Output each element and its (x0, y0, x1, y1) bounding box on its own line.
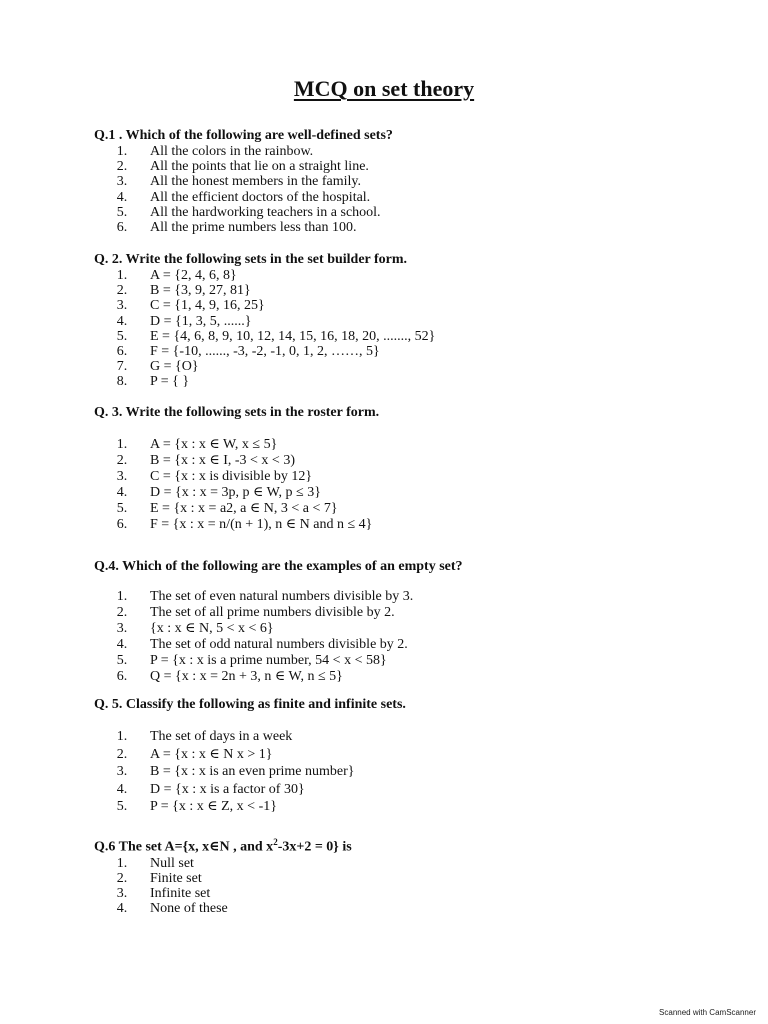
item-number: 2. (116, 159, 128, 175)
item-number: 5. (116, 328, 128, 344)
item-text: All the points that lie on a straight line. (150, 159, 369, 175)
item-text: All the colors in the rainbow. (150, 144, 314, 159)
item-text: E = {4, 6, 8, 9, 10, 12, 14, 15, 16, 18, 20, ......., 52} (150, 328, 436, 344)
question-4-list (94, 589, 734, 685)
item-text: B = {x : x is an even prime number} (150, 764, 355, 779)
question-6-heading-start: Q.6 The set A={x, x∈N , and x (94, 839, 274, 855)
item-text: Infinite set (150, 886, 211, 902)
item-text: All the hardworking teachers in a school. (150, 204, 381, 220)
list-item (94, 798, 734, 816)
scanner-watermark: Scanned with CamScanner (659, 1008, 756, 1017)
list-item (94, 653, 734, 669)
item-number: 1. (116, 855, 128, 871)
item-number: 5. (116, 653, 128, 668)
item-text: Q = {x : x = 2n + 3, n ∈ W, n ≤ 5} (150, 669, 343, 684)
item-number: 5. (116, 799, 128, 814)
list-item (94, 220, 734, 235)
list-item (94, 374, 734, 389)
question-5 (94, 697, 734, 816)
item-number: 8. (116, 374, 128, 390)
item-text: P = {x : x ∈ Z, x < -1} (150, 799, 277, 814)
item-number: 4. (116, 637, 128, 652)
list-item (94, 485, 734, 501)
list-item (94, 901, 734, 916)
list-item (94, 469, 734, 485)
question-3 (94, 405, 734, 533)
list-item (94, 205, 734, 220)
question-5-heading: Q. 5. Classify the following as finite and infinite sets. (94, 697, 406, 712)
list-item (94, 517, 734, 533)
question-6-list (94, 856, 734, 917)
list-item (94, 359, 734, 374)
item-number: 5. (116, 501, 128, 516)
item-number: 1. (116, 729, 128, 744)
list-item (94, 763, 734, 781)
item-text: The set of even natural numbers divisible by 3. (150, 589, 414, 604)
item-number: 4. (116, 781, 128, 797)
list-item (94, 190, 734, 205)
item-text: All the honest members in the family. (150, 174, 361, 190)
item-number: 6. (116, 669, 128, 684)
item-text: A = {x : x ∈ N x > 1} (150, 746, 273, 762)
question-3-list (94, 437, 734, 533)
item-text: G = {O} (150, 359, 199, 375)
item-number: 5. (116, 204, 128, 220)
item-text: None of these (150, 901, 228, 917)
item-number: 4. (116, 313, 128, 329)
item-text: {x : x ∈ N, 5 < x < 6} (150, 621, 274, 636)
exponent: 2 (273, 837, 278, 847)
list-item (94, 268, 734, 283)
list-item (94, 453, 734, 469)
list-item (94, 781, 734, 799)
item-number: 2. (116, 453, 128, 468)
item-number: 3. (116, 886, 128, 902)
page-title: MCQ on set theory (293, 76, 475, 101)
question-3-heading: Q. 3. Write the following sets in the roster form. (94, 405, 380, 420)
list-item (94, 669, 734, 685)
item-number: 3. (116, 621, 128, 636)
list-item (94, 501, 734, 517)
item-text: D = {x : x = 3p, p ∈ W, p ≤ 3} (150, 485, 321, 500)
list-item (94, 144, 734, 159)
item-number: 1. (116, 437, 128, 452)
item-number: 4. (116, 485, 128, 500)
item-text: The set of odd natural numbers divisible by 2. (150, 637, 408, 652)
list-item (94, 329, 734, 344)
item-number: 4. (116, 901, 128, 917)
item-text: A = {x : x ∈ W, x ≤ 5} (150, 437, 278, 452)
item-number: 3. (116, 469, 128, 484)
list-item (94, 283, 734, 298)
question-2-heading: Q. 2. Write the following sets in the set builder form. (94, 252, 408, 267)
item-text: The set of all prime numbers divisible by 2. (150, 605, 395, 620)
item-number: 2. (116, 283, 128, 299)
item-text: F = {x : x = n/(n + 1), n ∈ N and n ≤ 4} (150, 517, 373, 532)
item-text: B = {x : x ∈ I, -3 < x < 3) (150, 453, 295, 468)
list-item (94, 298, 734, 313)
item-number: 6. (116, 220, 128, 236)
list-item (94, 314, 734, 329)
item-number: 6. (116, 517, 128, 532)
item-text: C = {x : x is divisible by 12} (150, 469, 313, 484)
item-number: 3. (116, 298, 128, 314)
item-number: 2. (116, 870, 128, 886)
list-item (94, 886, 734, 901)
list-item (94, 637, 734, 653)
question-1 (94, 128, 734, 235)
item-number: 1. (116, 268, 128, 283)
question-1-heading: Q.1 . Which of the following are well-defined sets? (94, 128, 393, 143)
item-text: C = {1, 4, 9, 16, 25} (150, 298, 265, 314)
list-item (94, 728, 734, 746)
item-text: Finite set (150, 870, 202, 886)
list-item (94, 344, 734, 359)
item-text: All the prime numbers less than 100. (150, 220, 357, 236)
question-4 (94, 559, 734, 685)
item-number: 4. (116, 189, 128, 205)
item-number: 1. (116, 589, 128, 604)
item-text: D = {x : x is a factor of 30} (150, 781, 305, 797)
item-number: 3. (116, 174, 128, 190)
question-5-list (94, 728, 734, 816)
list-item (94, 746, 734, 764)
item-text: The set of days in a week (150, 729, 293, 744)
item-text: A = {2, 4, 6, 8} (150, 268, 237, 283)
question-2 (94, 252, 734, 390)
item-number: 3. (116, 764, 128, 779)
list-item (94, 621, 734, 637)
question-6-heading-end: -3x+2 = 0} is (277, 839, 352, 855)
list-item (94, 437, 734, 453)
item-text: D = {1, 3, 5, ......} (150, 313, 252, 329)
list-item (94, 174, 734, 189)
list-item (94, 871, 734, 886)
list-item (94, 159, 734, 174)
item-number: 7. (116, 359, 128, 375)
question-2-list (94, 268, 734, 390)
item-text: P = { } (150, 374, 190, 390)
item-text: All the efficient doctors of the hospital. (150, 189, 371, 205)
question-6-heading (94, 834, 734, 856)
item-text: B = {3, 9, 27, 81} (150, 283, 251, 299)
question-4-heading: Q.4. Which of the following are the examples of an empty set? (94, 559, 463, 574)
item-text: E = {x : x = a2, a ∈ N, 3 < a < 7} (150, 501, 338, 516)
list-item (94, 856, 734, 871)
question-6 (94, 834, 734, 916)
item-number: 2. (116, 605, 128, 620)
list-item (94, 605, 734, 621)
item-number: 6. (116, 344, 128, 360)
list-item (94, 589, 734, 605)
item-text: F = {-10, ......, -3, -2, -1, 0, 1, 2, ……, 5} (150, 344, 380, 360)
item-text: Null set (150, 855, 194, 871)
item-text: P = {x : x is a prime number, 54 < x < 58} (150, 653, 387, 668)
item-number: 1. (116, 144, 128, 159)
item-number: 2. (116, 746, 128, 762)
question-1-list (94, 144, 734, 235)
